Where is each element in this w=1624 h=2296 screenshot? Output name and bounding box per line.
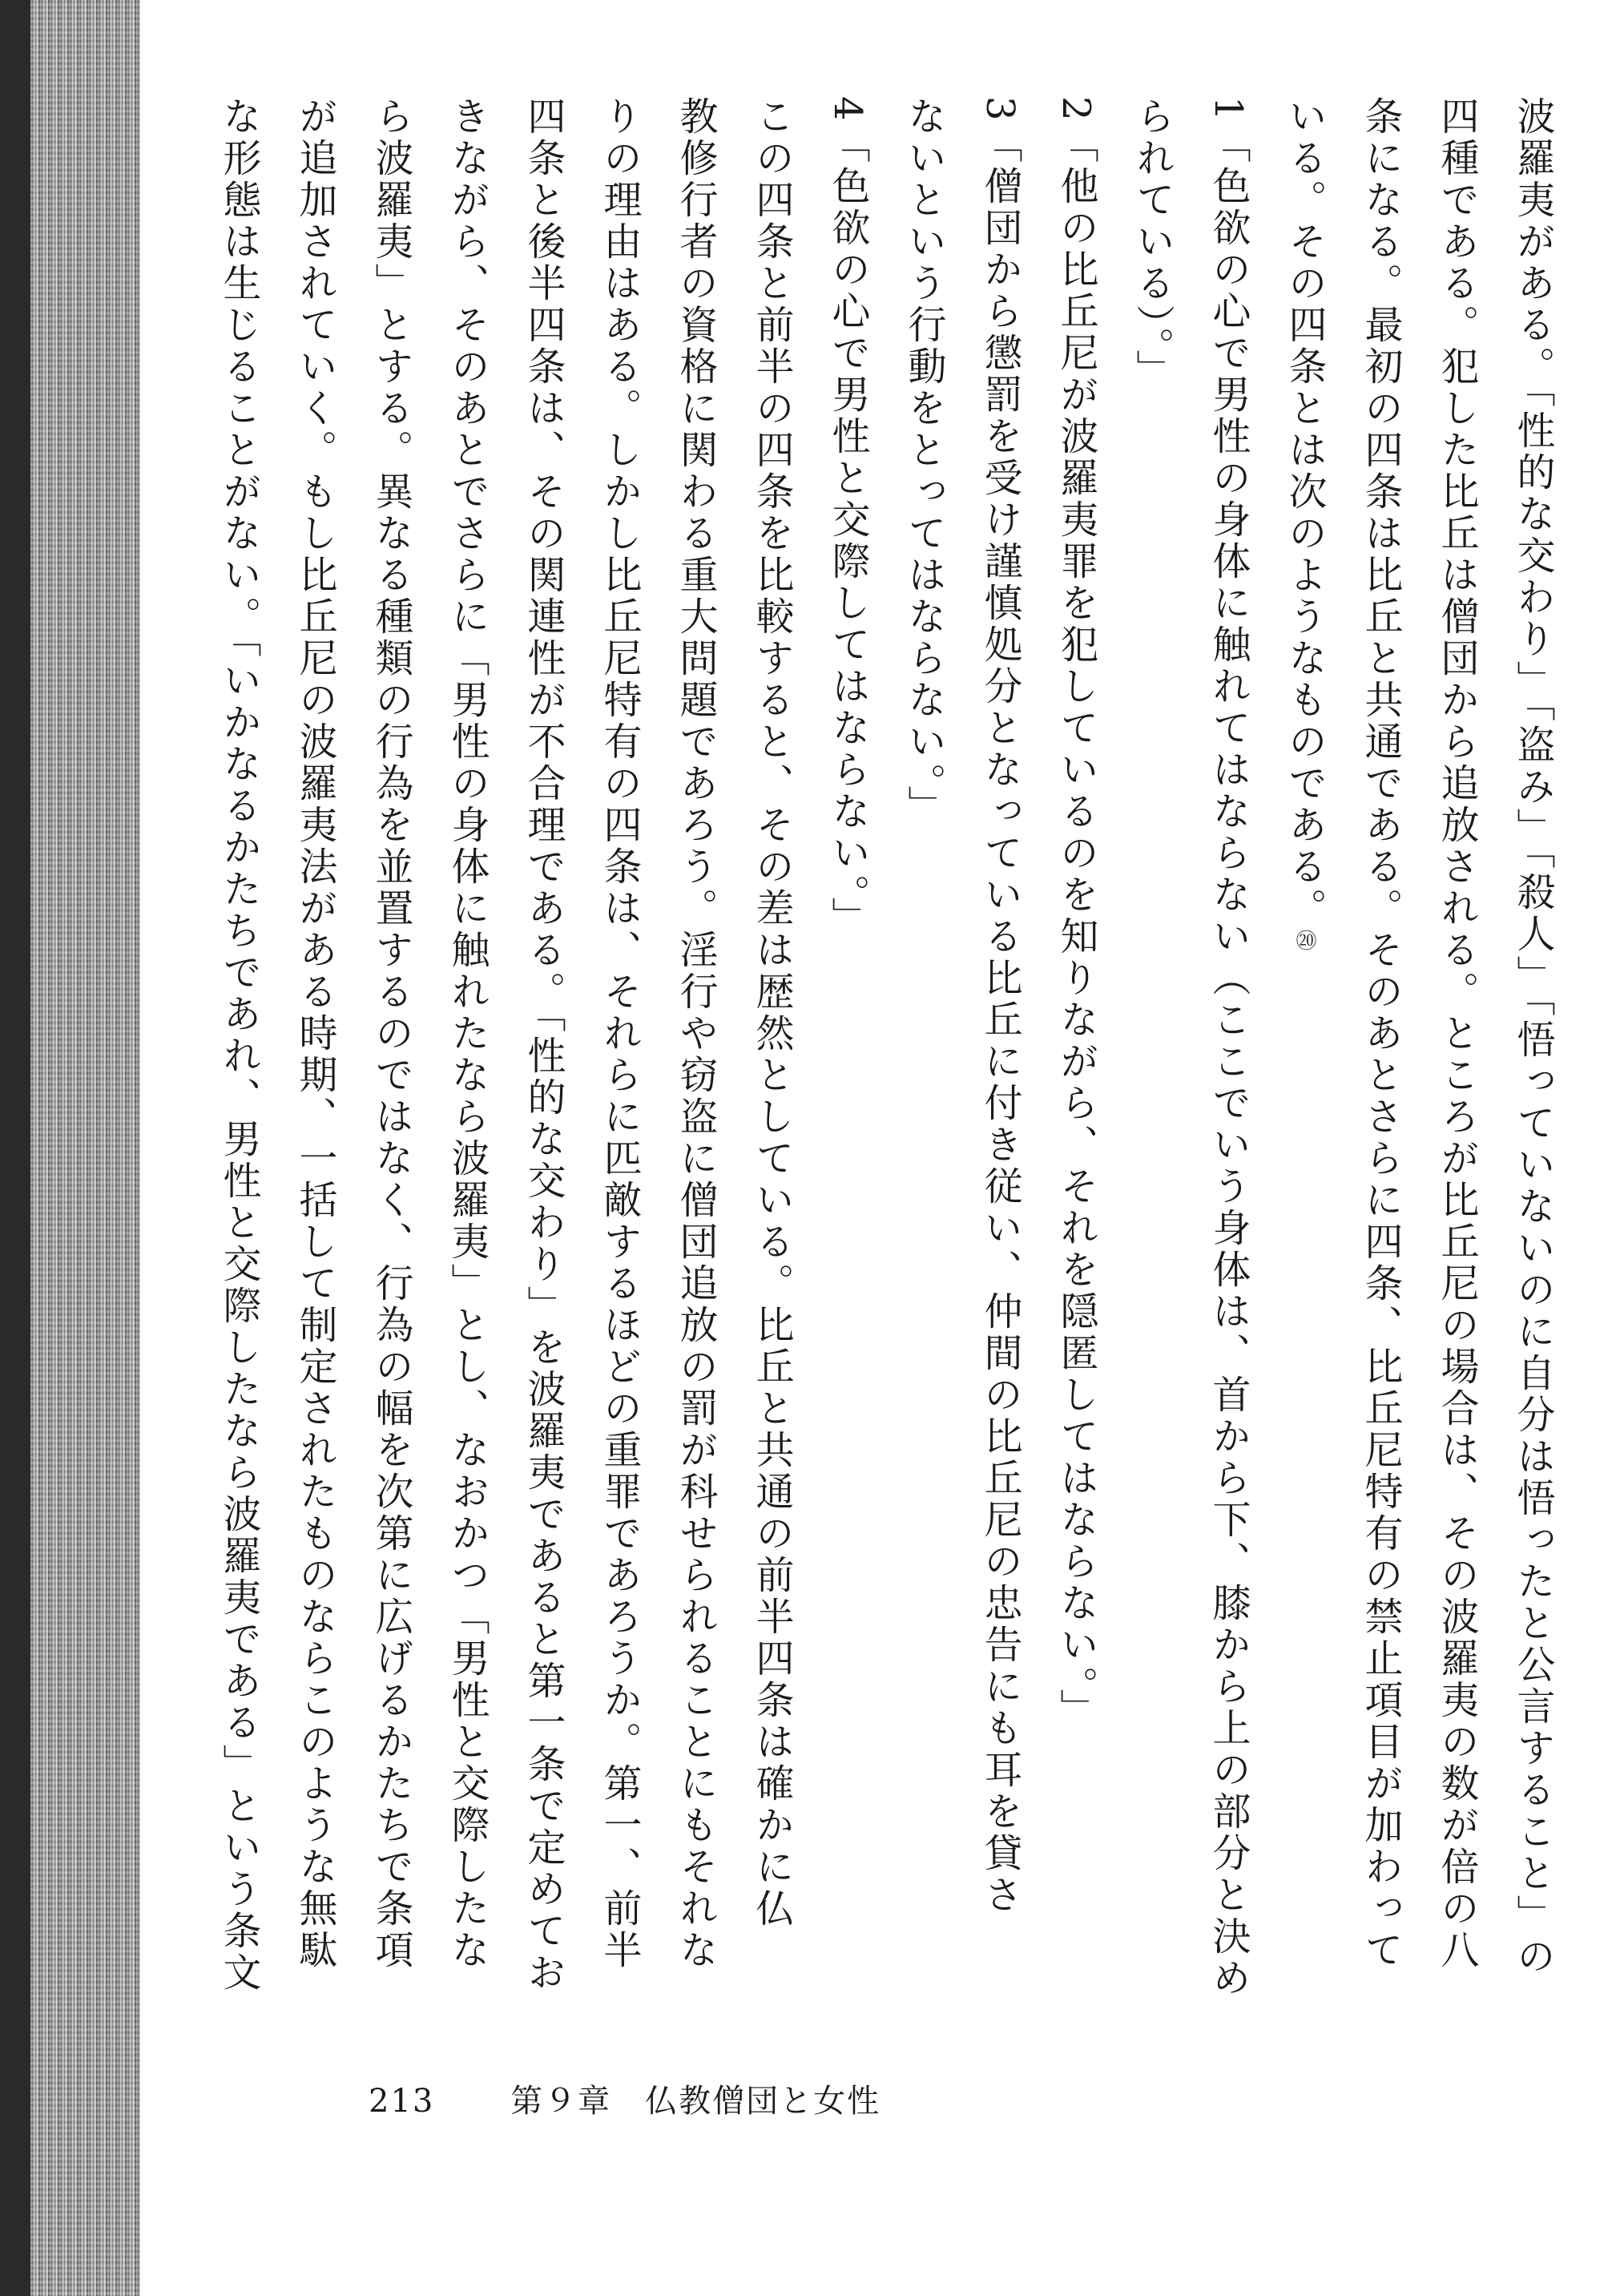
list-item-continuation: られている）。」	[1130, 96, 1175, 391]
list-item-continuation: ないという行動をとってはならない。」	[901, 96, 946, 827]
text-line: 波羅夷がある。「性的な交わり」「盗み」「殺人」「悟っていないのに自分は悟ったと公言すること」の	[1510, 96, 1555, 1978]
text-line: りの理由はある。しかし比丘尼特有の四条は、それらに匹敵するほどの重罪であろうか。第一、前半	[597, 96, 642, 1971]
text-line: な形態は生じることがない。「いかなるかたちであれ、男性と交際したなら波羅夷である」という条文	[216, 96, 261, 1994]
text-line: きながら、そのあとでさらに「男性の身体に触れたなら波羅夷」とし、なおかつ「男性と交際したな	[445, 96, 490, 1971]
paragraph-start: この四条と前半の四条を比較すると、その差は歴然としている。比丘と共通の前半四条は確かに仏	[749, 96, 794, 1930]
list-item: 1「色欲の心で男性の身体に触れてはならない（ここでいう身体は、首から下、膝から上の部分と決め	[1206, 96, 1251, 1999]
page-number: 213	[369, 2083, 435, 2120]
text-line: 教修行者の資格に関わる重大問題であろう。淫行や窃盗に僧団追放の罰が科せられることにもそれな	[673, 96, 718, 1971]
text-line-content: いる。その四条とは次のようなものである。	[1282, 96, 1327, 930]
text-line: 四種である。犯した比丘は僧団から追放される。ところが比丘尼の場合は、その波羅夷の数が倍の八	[1434, 96, 1479, 1971]
page-footer	[369, 2076, 881, 2121]
list-item: 3「僧団から懲罰を受け謹慎処分となっている比丘に付き従い、仲間の比丘尼の忠告にも耳を貸さ	[977, 96, 1022, 1916]
text-line: 条になる。最初の四条は比丘と共通である。そのあとさらに四条、比丘尼特有の禁止項目が加わって	[1358, 96, 1403, 1971]
chapter-title: 第９章 仏教僧団と女性	[510, 2083, 881, 2120]
book-gutter-edge	[0, 0, 30, 2296]
footnote-marker: ⑳	[1292, 930, 1316, 954]
list-item: 4「色欲の心で男性と交際してはならない。」	[825, 96, 870, 938]
vertical-text-block	[216, 96, 1570, 2003]
text-line	[1266, 96, 1342, 2003]
text-line: が追加されていく。もし比丘尼の波羅夷法がある時期、一括して制定されたものならこのような無駄	[292, 96, 337, 1971]
text-line: 四条と後半四条は、その関連性が不合理である。「性的な交わり」を波羅夷であると第一条で定めてお	[521, 96, 566, 1994]
text-line: ら波羅夷」とする。異なる種類の行為を並置するのではなく、行為の幅を次第に広げるかたちで条項	[369, 96, 413, 1971]
list-item: 2「他の比丘尼が波羅夷罪を犯しているのを知りながら、それを隠匿してはならない。」	[1054, 96, 1098, 1730]
